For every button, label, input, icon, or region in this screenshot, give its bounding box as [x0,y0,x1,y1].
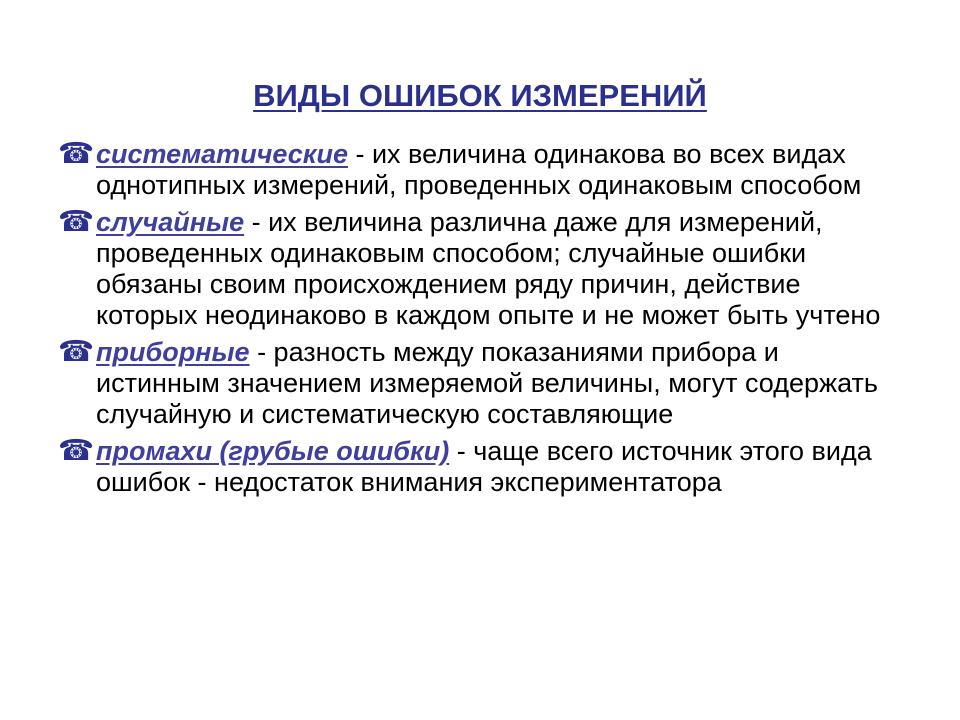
telephone-icon: ☎ [58,336,95,368]
description-blunders: - чаще всего источник этого вида ошибок - недостаток внимания экспериментатора [96,436,872,497]
list-item-systematic [58,139,908,201]
description-instrumental: - разность между показаниями прибора и истинным значением измеряемой величины, могут содержать случайную и систематическую составляющие [96,337,878,429]
description-systematic: - их величина одинакова во всех видах однотипных измерений, проведенных одинаковым способом [96,139,862,200]
description-random: - их величина различна даже для измерений, проведенных одинаковым способом; случайные ошибки обязаны своим происхождением ряду причин, действие которых неодинаково в каждом опыте и не может быть учтено [96,207,881,330]
term-blunders: промахи (грубые ошибки) [96,436,450,466]
term-systematic: систематические [96,139,348,169]
term-random: случайные [96,207,245,237]
error-types-list [58,139,908,504]
list-item-random [58,207,908,331]
list-item-blunders [58,436,908,498]
telephone-icon: ☎ [58,138,95,170]
telephone-icon: ☎ [58,206,95,238]
list-item-instrumental [58,337,908,430]
slide-title: ВИДЫ ОШИБОК ИЗМЕРЕНИЙ [253,78,707,113]
term-instrumental: приборные [96,337,250,367]
telephone-icon: ☎ [58,435,95,467]
